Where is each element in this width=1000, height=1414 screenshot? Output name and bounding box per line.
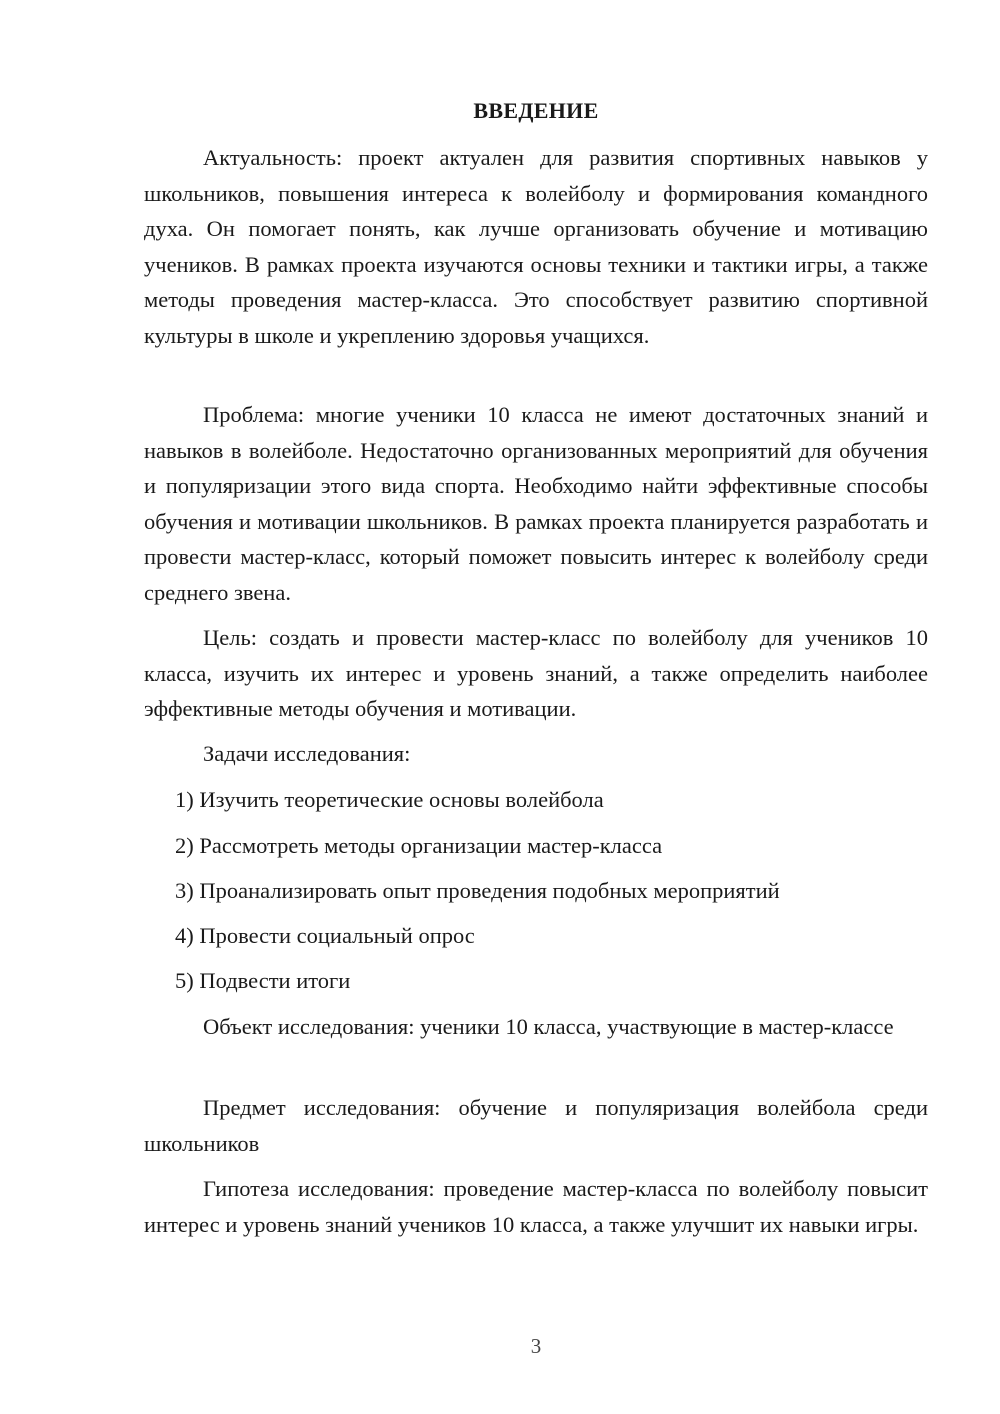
task-item: 5) Подвести итоги	[175, 968, 351, 993]
task-item: 2) Рассмотреть методы организации мастер-класса	[175, 833, 663, 858]
document-body	[144, 140, 928, 353]
hypothesis-paragraph: Гипотеза исследования: проведение мастер-класса по волейболу повысит интерес и уровень знаний учеников 10 класса, а также улучшит их навыки игры.	[144, 1176, 928, 1237]
problem-paragraph: Проблема: многие ученики 10 класса не имеют достаточных знаний и навыков в волейболе. Недостаточно организованных мероприятий для обучения и популяризации этого вида спорта. Необходимо найти эффективные способы обучения и мотивации школьников. В рамках проекта планируется разработать и провести мастер-класс, который поможет повысить интерес к волейболу среди среднего звена.	[144, 402, 928, 605]
task-item: 3) Проанализировать опыт проведения подобных мероприятий	[175, 878, 780, 903]
document-body-goal	[144, 620, 928, 727]
tasks-list	[144, 918, 928, 954]
section-heading: ВВЕДЕНИЕ	[473, 98, 599, 123]
tasks-list	[144, 963, 928, 999]
tasks-list	[144, 782, 928, 818]
relevance-paragraph: Актуальность: проект актуален для развития спортивных навыков у школьников, повышения интереса к волейболу и формирования командного духа. Он помогает понять, как лучше организовать обучение и мотивацию учеников. В рамках проекта изучаются основы техники и тактики игры, а также методы проведения мастер-класса. Это способствует развитию спортивной культуры в школе и укреплению здоровья учащихся.	[144, 145, 928, 348]
document-body-problem	[144, 397, 928, 610]
document-body-hypothesis	[144, 1171, 928, 1242]
document-body-tasks-intro	[144, 736, 928, 772]
subject-paragraph: Предмет исследования: обучение и популяризация волейбола среди школьников	[144, 1095, 928, 1156]
tasks-intro: Задачи исследования:	[203, 741, 411, 766]
object-paragraph: Объект исследования: ученики 10 класса, участвующие в мастер-классе	[203, 1014, 894, 1039]
goal-paragraph: Цель: создать и провести мастер-класс по волейболу для учеников 10 класса, изучить их интерес и уровень знаний, а также определить наиболее эффективные методы обучения и мотивации.	[144, 625, 928, 721]
tasks-list	[144, 873, 928, 909]
task-item: 1) Изучить теоретические основы волейбола	[175, 787, 604, 812]
task-item: 4) Провести социальный опрос	[175, 923, 475, 948]
document-body-subject	[144, 1090, 928, 1161]
tasks-list	[144, 828, 928, 864]
page-number: 3	[530, 1334, 542, 1358]
document-body-object	[144, 1009, 928, 1045]
